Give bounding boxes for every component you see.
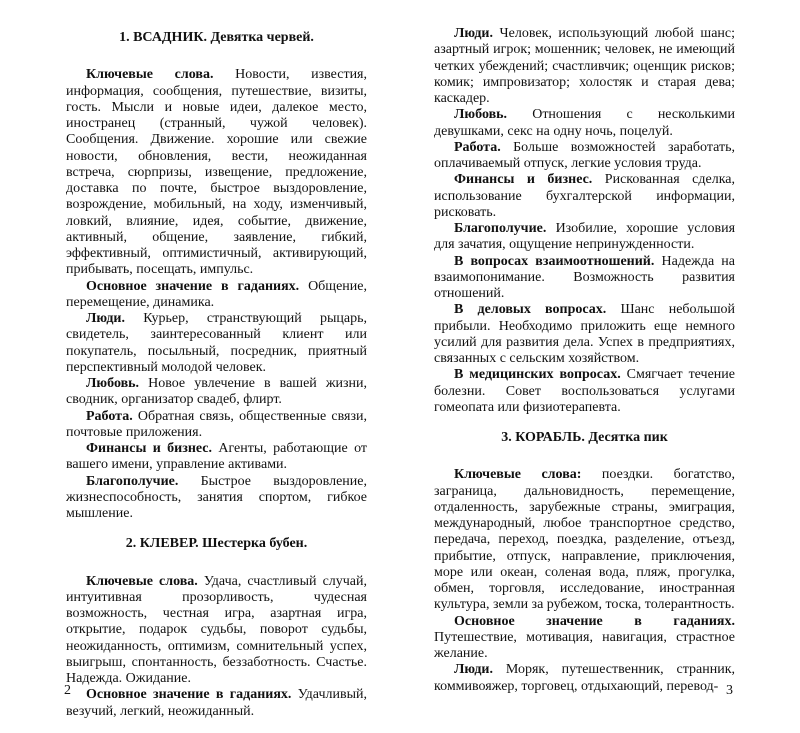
paragraph-love [66,376,367,409]
paragraph-text: Быстрое выздоровление, жизнеспособность, занятия спортом, гибкое мышление. [66,473,367,521]
section-title-rider: 1. ВСАДНИК. Девятка червей. [119,30,314,45]
term-label: Ключевые слова: [454,467,582,483]
paragraph-relations [434,254,735,303]
left-text-column [66,26,367,720]
paragraph-text: Агенты, работающие от вашего имени, управление активами. [66,441,367,473]
right-text-column [434,26,735,695]
paragraph-text: Шанс небольшой прибыли. Необходимо приложить еще немного усилий для развития дела. Успех в предприятиях, связанных с сельским хозяйством. [434,302,735,366]
term-label: Благополучие. [86,473,179,489]
term-label: Благополучие. [454,221,547,236]
paragraph-love [434,107,735,140]
section-gap [434,416,735,426]
term-label: Ключевые слова. [86,573,198,589]
section-title-ship: 3. КОРАБЛЬ. Десятка пик [501,430,668,445]
paragraph-people [66,311,367,376]
term-label: Работа. [86,408,133,424]
paragraph-keywords [66,574,367,688]
paragraph-text: Больше возможностей заработать, оплачиваемый отпуск, легкие условия труда. [434,139,736,171]
paragraph-text: Удача, счастливый случай, интуитивная прозорливость, чудесная возможность, честная игра, азартная игра, открытие, подарок судьбы, поворот судьбы, неожиданность, оптимизм, сомнительный успех, выигрыш, спонтанность, беззаботность. Счастье. Надежда. Ожидание. [66,573,368,686]
paragraph-business [434,302,735,367]
term-label: Любовь. [454,107,508,123]
page-number: 3 [726,683,733,698]
paragraph-work [434,140,735,173]
term-label: Любовь. [86,376,140,391]
paragraph-text: Смягчает течение болезни. Совет воспользоваться услугами гомеопата или физиотерапевта. [434,367,736,415]
paragraph-text: Общение, перемещение, динамика. [66,278,367,310]
section-gap [66,522,367,532]
paragraph-text: Удачливый, везучий, легкий, неожиданный. [66,687,367,719]
term-label: Люди. [454,26,493,41]
paragraph-keywords [66,67,367,278]
paragraph-text: Человек, использующий любой шанс; азартный игрок; мошенник; человек, не имеющий четких убеждений; счастливчик; оценщик рисков; комик; импровизатор; холостяк и старая дева; каскадер. [434,26,735,106]
paragraph-main-meaning [66,687,367,720]
term-label: Ключевые слова. [86,67,214,83]
paragraph-text: Отношения с несколькими девушками, секс на одну ночь, поцелуй. [434,107,736,139]
term-label: В деловых вопросах. [454,302,607,318]
section-title-clover: 2. КЛЕВЕР. Шестерка бубен. [125,536,308,552]
term-label: Работа. [454,139,501,155]
paragraph-text: Новости, известия, информация, сообщения, путешествие, визиты, гость. Мысли и новые идеи, далекое место, иностранец (странный, чужой человек). Сообщения. Движение. хорошие или свежие новости, обновления, вести, неожиданная встреча, сюрпризы, извещение, предложение, доставка по почте, быстрое выздоровление, возрождение, мобильный, на ходу, изменчивый, ловкий, влияние, идея, событие, движение, активный, общение, заявление, гибкий, эффективный, оптимистичный, активирующий, прибывать, посещать, импульс. [66,67,367,278]
term-label: Основное значение в гаданиях. [86,278,300,294]
paragraph-wellbeing [434,221,735,254]
term-label: В вопросах взаимоотношений. [454,253,655,269]
paragraph-text: Курьер, странствующий рыцарь, свидетель, заинтересованный клиент или покупатель, посыльный, посредник, приятный перспективный молодой человек. [66,311,368,375]
paragraph-people [434,26,735,107]
term-label: Люди. [454,662,493,678]
term-label: Финансы и бизнес. [454,172,593,188]
paragraph-finance [66,441,367,474]
paragraph-text: Новое увлечение в вашей жизни, сводник, организатор свадеб, флирт. [66,376,368,408]
term-label: В медицинских вопросах. [454,367,621,383]
paragraph-text: Изобилие, хорошие условия для зачатия, ощущение непринужденности. [434,221,736,253]
term-label: Финансы и бизнес. [86,441,212,456]
paragraph-text: Моряк, путешественник, странник, коммивояжер, торговец, отдыхающий, перевод- [434,662,736,694]
paragraph-text: Рискованная сделка, использование бухгалтерской информации, рисковать. [434,172,735,220]
right-page [400,0,800,733]
paragraph-text: Надежда на взаимопонимание. Возможность развития отношений. [434,253,735,301]
paragraph-people [434,662,735,695]
paragraph-work [66,409,367,442]
term-label: Основное значение в гаданиях. [454,613,735,629]
paragraph-medical [434,367,735,416]
paragraph-text: Путешествие, мотивация, навигация, страстное желание. [434,629,735,661]
term-label: Основное значение в гаданиях. [86,687,292,703]
paragraph-text: Обратная связь, общественные связи, почтовые приложения. [66,408,367,440]
paragraph-main-meaning [434,614,735,663]
paragraph-main-meaning [66,279,367,312]
page-number: 2 [64,683,71,698]
paragraph-text: поездки. богатство, заграница, дальновидность, перемещение, отдаленность, зарубежные страны, эмиграция, международный, любое транспортное средство, передача, переход, поездка, разделение, отъезд, прибытие, отпуск, направление, приключения, море или океан, соленая вода, пляж, прогулка, обмен, торговля, исследование, иностранная культура, земли за рубежом, тоска, толерантность. [434,467,735,613]
term-label: Люди. [86,311,125,326]
paragraph-keywords [434,467,735,613]
paragraph-wellbeing [66,474,367,523]
paragraph-finance [434,172,735,221]
